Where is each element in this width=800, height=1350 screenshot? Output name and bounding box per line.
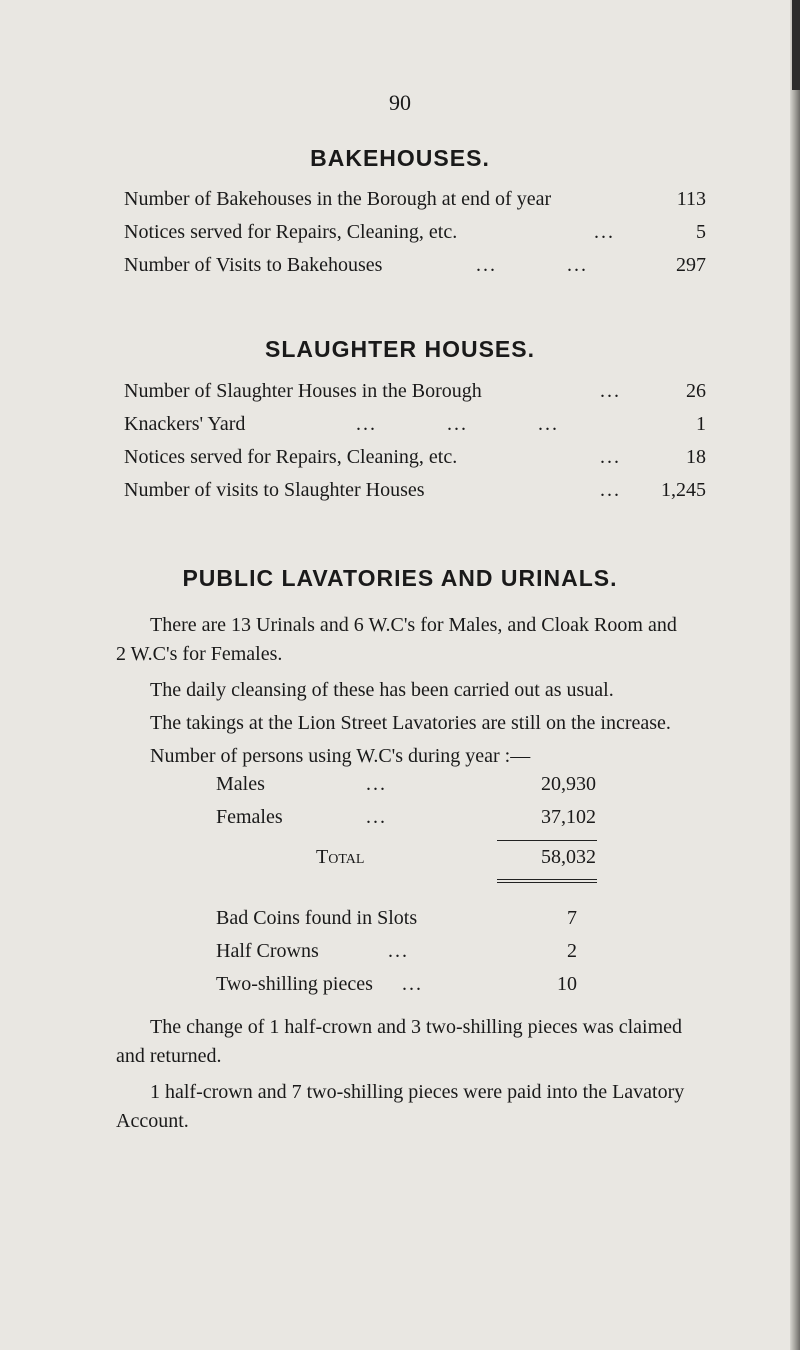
row-label: Number of Visits to Bakehouses bbox=[124, 254, 383, 276]
slaughter-heading: SLAUGHTER HOUSES. bbox=[264, 336, 536, 362]
persons-row bbox=[216, 806, 596, 836]
row-value: 297 bbox=[676, 254, 706, 276]
row-label: Notices served for Repairs, Cleaning, etc. bbox=[124, 221, 458, 243]
row-label: Number of Slaughter Houses in the Borough bbox=[124, 380, 482, 402]
paragraph: There are 13 Urinals and 6 W.C's for Males, and Cloak Room and bbox=[150, 614, 677, 636]
paragraph: The daily cleansing of these has been carried out as usual. bbox=[150, 679, 614, 701]
row-value: 2 bbox=[567, 940, 577, 962]
row-leader: ... bbox=[388, 940, 409, 962]
row-leader: ... bbox=[600, 446, 621, 468]
row-value: 10 bbox=[557, 973, 577, 995]
coins-row bbox=[216, 940, 596, 970]
row-label: Knackers' Yard bbox=[124, 413, 246, 435]
row-leader: ... ... ... bbox=[356, 413, 559, 435]
row-value: 113 bbox=[676, 188, 706, 210]
row-label: Males bbox=[216, 773, 265, 795]
row-value: 1 bbox=[696, 413, 706, 435]
row-label: Number of visits to Slaughter Houses bbox=[124, 479, 425, 501]
row-leader: ... bbox=[600, 479, 621, 501]
total-rule bbox=[497, 879, 597, 880]
row-label: Number of Bakehouses in the Borough at end of year bbox=[124, 188, 552, 210]
row-label: Two-shilling pieces bbox=[216, 973, 373, 995]
paragraph: Account. bbox=[116, 1110, 189, 1132]
bakehouses-heading: BAKEHOUSES. bbox=[310, 145, 490, 171]
paragraph: 1 half-crown and 7 two-shilling pieces were paid into the Lavatory bbox=[150, 1081, 685, 1103]
total-row bbox=[216, 846, 596, 876]
coins-row bbox=[216, 907, 596, 937]
slaughter-row bbox=[124, 413, 706, 443]
paragraph: 2 W.C's for Females. bbox=[116, 643, 283, 665]
row-value: 18 bbox=[686, 446, 706, 468]
page-number: 90 bbox=[389, 90, 411, 115]
row-value: 37,102 bbox=[541, 806, 596, 828]
bakehouses-row bbox=[124, 188, 706, 218]
slaughter-row bbox=[124, 446, 706, 476]
total-label: Total bbox=[316, 846, 365, 868]
row-value: 26 bbox=[686, 380, 706, 402]
row-value: 20,930 bbox=[541, 773, 596, 795]
slaughter-row bbox=[124, 479, 706, 509]
row-leader: ... bbox=[600, 380, 621, 402]
total-rule bbox=[497, 882, 597, 883]
sum-rule bbox=[497, 840, 597, 841]
total-value: 58,032 bbox=[541, 846, 596, 868]
row-leader: ... ... bbox=[476, 254, 588, 276]
row-label: Notices served for Repairs, Cleaning, etc. bbox=[124, 446, 458, 468]
paragraph: Number of persons using W.C's during year :— bbox=[150, 745, 531, 767]
bakehouses-row bbox=[124, 254, 706, 284]
row-value: 5 bbox=[696, 221, 706, 243]
slaughter-row bbox=[124, 380, 706, 410]
row-label: Bad Coins found in Slots bbox=[216, 907, 418, 929]
paragraph: The takings at the Lion Street Lavatories are still on the increase. bbox=[150, 712, 671, 734]
paragraph: and returned. bbox=[116, 1045, 222, 1067]
row-value: 1,245 bbox=[661, 479, 706, 501]
row-value: 7 bbox=[567, 907, 577, 929]
page-edge bbox=[790, 0, 800, 1350]
paragraph: The change of 1 half-crown and 3 two-shilling pieces was claimed bbox=[150, 1016, 683, 1038]
row-leader: ... bbox=[402, 973, 423, 995]
row-leader: ... bbox=[594, 221, 615, 243]
persons-row bbox=[216, 773, 596, 803]
coins-row bbox=[216, 973, 596, 1003]
row-leader: ... bbox=[366, 806, 387, 828]
row-leader: ... bbox=[366, 773, 387, 795]
row-label: Half Crowns bbox=[216, 940, 319, 962]
row-label: Females bbox=[216, 806, 283, 828]
lavatories-heading: PUBLIC LAVATORIES AND URINALS. bbox=[182, 565, 618, 591]
bakehouses-row bbox=[124, 221, 706, 251]
